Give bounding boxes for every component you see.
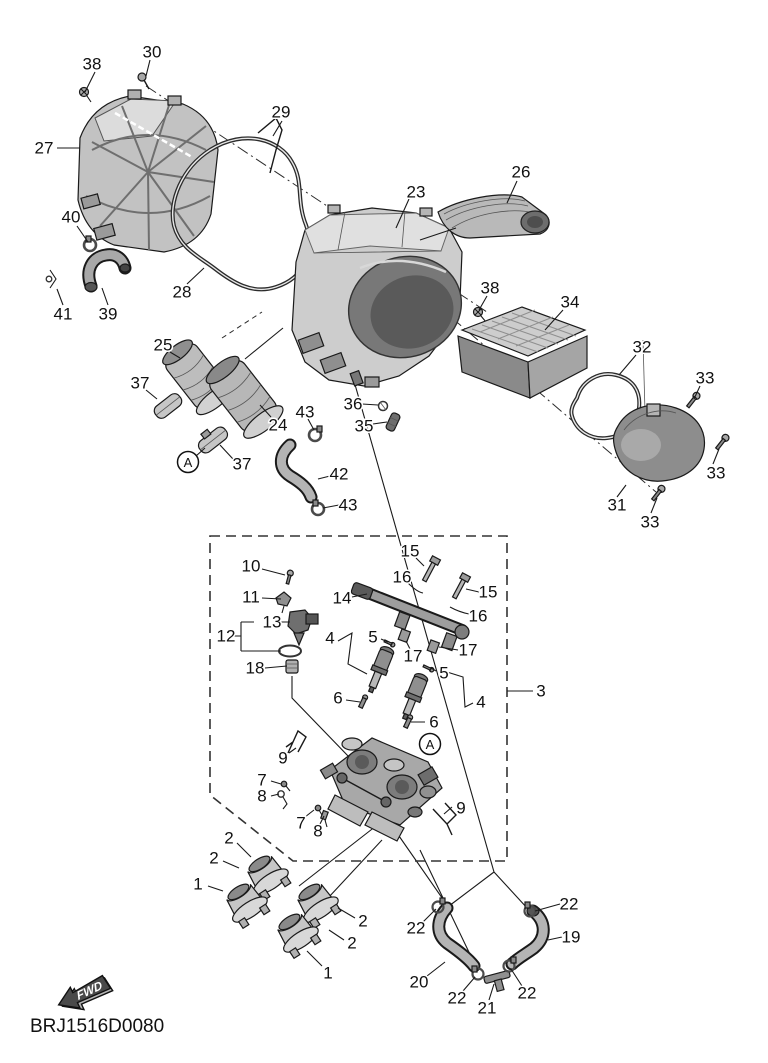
part-callout-38: 38 bbox=[82, 54, 102, 74]
part-callout-2: 2 bbox=[224, 828, 234, 848]
part-callout-9: 9 bbox=[278, 748, 288, 768]
part-callout-2: 2 bbox=[209, 848, 219, 868]
part-callout-11: 11 bbox=[242, 587, 260, 607]
side-cover-31 bbox=[614, 404, 705, 481]
part-callout-4: 4 bbox=[325, 628, 335, 648]
part-callout-10: 10 bbox=[241, 556, 261, 576]
bolt-30 bbox=[138, 73, 149, 89]
damper-35 bbox=[385, 412, 401, 432]
part-callout-12: 12 bbox=[216, 626, 236, 646]
svg-text:A: A bbox=[183, 455, 193, 470]
part-callout-32: 32 bbox=[632, 337, 652, 357]
part-callout-38: 38 bbox=[480, 278, 500, 298]
part-callout-22: 22 bbox=[406, 918, 426, 938]
part-callout-33: 33 bbox=[706, 463, 726, 483]
bracket-9-b bbox=[433, 803, 456, 835]
stud-6-a bbox=[358, 694, 368, 708]
intake-duct-26 bbox=[438, 195, 549, 238]
screw-33-a bbox=[685, 391, 701, 409]
fwd-label: FWD bbox=[75, 977, 104, 1003]
part-callout-43: 43 bbox=[295, 402, 315, 422]
breather-hose-42 bbox=[281, 445, 311, 497]
svg-text:A: A bbox=[425, 737, 435, 752]
joint-11 bbox=[276, 592, 291, 613]
throttle-body bbox=[320, 738, 442, 841]
elbow-hose-39 bbox=[85, 255, 130, 292]
part-callout-16: 16 bbox=[468, 606, 488, 626]
part-callout-23: 23 bbox=[406, 182, 426, 202]
screw-7-a bbox=[281, 781, 290, 791]
part-callout-1: 1 bbox=[323, 963, 333, 983]
part-callout-35: 35 bbox=[354, 416, 374, 436]
hose-20 bbox=[439, 908, 474, 966]
clamp-43-b bbox=[312, 500, 324, 515]
screw-7-b bbox=[315, 805, 322, 815]
bolt-15-b bbox=[450, 573, 470, 600]
drawing-code: BRJ1516D0080 bbox=[30, 1016, 165, 1037]
part-callout-19: 19 bbox=[561, 927, 581, 947]
screw-33-b bbox=[714, 433, 730, 451]
detail-marker-A bbox=[178, 452, 199, 473]
part-callout-14: 14 bbox=[332, 588, 352, 608]
nut-36 bbox=[379, 402, 388, 411]
part-callout-16: 16 bbox=[392, 567, 412, 587]
part-callout-25: 25 bbox=[153, 335, 173, 355]
part-callout-22: 22 bbox=[559, 894, 579, 914]
injector-4-a bbox=[363, 644, 396, 694]
part-callout-4: 4 bbox=[476, 692, 486, 712]
part-callout-1: 1 bbox=[193, 874, 203, 894]
part-callout-22: 22 bbox=[517, 983, 537, 1003]
part-callout-43: 43 bbox=[338, 495, 358, 515]
part-callout-3: 3 bbox=[536, 681, 546, 701]
screw-5-b bbox=[423, 664, 435, 673]
clamp-22-c bbox=[472, 966, 484, 980]
part-callout-2: 2 bbox=[347, 933, 357, 953]
part-callout-2: 2 bbox=[358, 911, 368, 931]
part-callout-6: 6 bbox=[429, 712, 439, 732]
t-joint-21 bbox=[484, 970, 514, 994]
spacer-18 bbox=[286, 660, 298, 673]
part-callout-33: 33 bbox=[640, 512, 660, 532]
part-callout-28: 28 bbox=[172, 282, 192, 302]
part-callout-9: 9 bbox=[456, 798, 466, 818]
clip-41 bbox=[46, 270, 56, 288]
clamp-43-a bbox=[309, 426, 322, 441]
detail-marker-A bbox=[420, 734, 441, 755]
part-callout-8: 8 bbox=[257, 786, 267, 806]
bolt-15-a bbox=[420, 556, 440, 583]
screw-33-c bbox=[650, 484, 666, 502]
part-callout-17: 17 bbox=[403, 646, 423, 666]
injector-4-b bbox=[397, 671, 430, 721]
part-callout-13: 13 bbox=[262, 612, 282, 632]
part-callout-37: 37 bbox=[130, 373, 150, 393]
part-callout-15: 15 bbox=[478, 582, 498, 602]
part-callout-15: 15 bbox=[400, 541, 420, 561]
part-callout-30: 30 bbox=[142, 42, 162, 62]
part-callout-41: 41 bbox=[53, 304, 73, 324]
sensor-13 bbox=[288, 610, 318, 645]
part-callout-33: 33 bbox=[695, 368, 715, 388]
part-callout-29: 29 bbox=[271, 102, 291, 122]
part-callout-5: 5 bbox=[368, 627, 378, 647]
part-callout-34: 34 bbox=[560, 292, 580, 312]
part-callout-40: 40 bbox=[61, 207, 81, 227]
part-callout-37: 37 bbox=[232, 454, 252, 474]
fwd-arrow bbox=[54, 972, 115, 1019]
part-callout-26: 26 bbox=[511, 162, 531, 182]
clamp-37-a bbox=[152, 391, 184, 421]
clip-8-a bbox=[278, 791, 287, 809]
collar-17-a bbox=[398, 629, 410, 642]
hose-19 bbox=[512, 906, 543, 964]
part-callout-22: 22 bbox=[447, 988, 467, 1008]
filter-element-34 bbox=[458, 307, 587, 398]
part-callout-42: 42 bbox=[329, 464, 349, 484]
part-callout-6: 6 bbox=[333, 688, 343, 708]
o-ring-12 bbox=[279, 646, 301, 657]
part-callout-20: 20 bbox=[409, 972, 429, 992]
part-callout-18: 18 bbox=[245, 658, 265, 678]
part-callout-27: 27 bbox=[34, 138, 54, 158]
screw-10 bbox=[285, 569, 294, 584]
part-callout-39: 39 bbox=[98, 304, 118, 324]
part-callout-17: 17 bbox=[458, 640, 478, 660]
part-callout-8: 8 bbox=[313, 821, 323, 841]
screw-38-left bbox=[80, 88, 92, 103]
part-callout-7: 7 bbox=[296, 813, 306, 833]
air-cleaner-cap-27 bbox=[78, 90, 218, 252]
part-callout-31: 31 bbox=[607, 495, 627, 515]
air-cleaner-case-23 bbox=[292, 205, 475, 387]
part-callout-7: 7 bbox=[257, 770, 267, 790]
part-callout-36: 36 bbox=[343, 394, 363, 414]
collar-17-b bbox=[427, 640, 439, 653]
part-callout-5: 5 bbox=[439, 663, 449, 683]
part-callout-21: 21 bbox=[477, 998, 497, 1018]
part-callout-24: 24 bbox=[268, 415, 288, 435]
bracket-9-a bbox=[286, 731, 306, 753]
